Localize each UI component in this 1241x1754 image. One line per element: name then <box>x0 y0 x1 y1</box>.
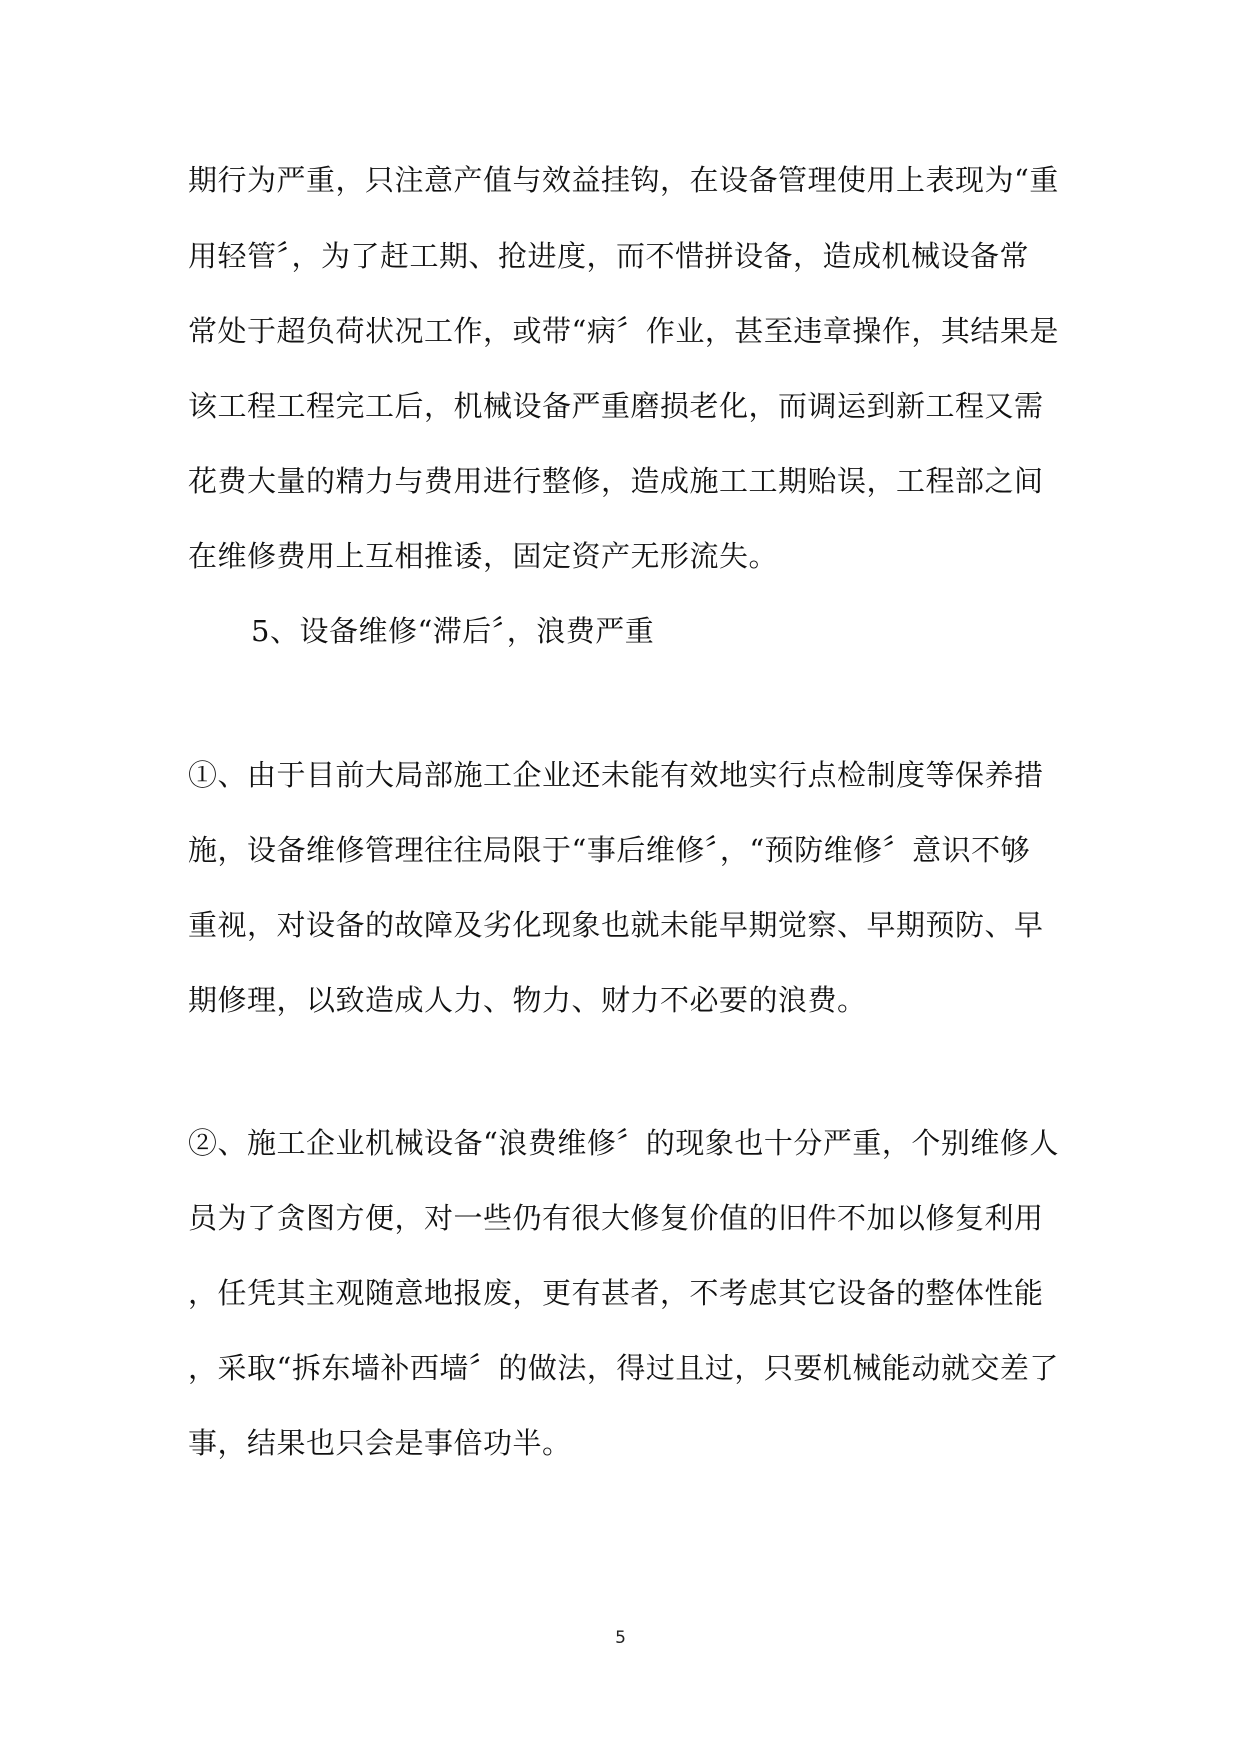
paragraph1-line-1: 期行为严重，只注意产值与效益挂钩，在设备管理使用上表现为“重 <box>188 163 1059 197</box>
paragraph3-line-1: ②、施工企业机械设备“浪费维修〞的现象也十分严重，个别维修人 <box>188 1126 1059 1160</box>
paragraph1-line-4: 该工程工程完工后，机械设备严重磨损老化，而调运到新工程又需 <box>188 389 1044 423</box>
paragraph1-line-3: 常处于超负荷状况工作，或带“病〞作业，甚至违章操作，其结果是 <box>188 314 1059 348</box>
paragraph1-line-6: 在维修费用上互相推诿，固定资产无形流失。 <box>188 539 779 573</box>
paragraph3-line-5: 事，结果也只会是事倍功半。 <box>188 1426 572 1460</box>
paragraph3-line-3: ，任凭其主观随意地报废，更有甚者，不考虑其它设备的整体性能 <box>188 1276 1044 1310</box>
paragraph1-line-2: 用轻管〞，为了赶工期、抢进度，而不惜拼设备，造成机械设备常 <box>188 239 1030 273</box>
paragraph2-line-2: 施，设备维修管理往往局限于“事后维修〞，“预防维修〞意识不够 <box>188 833 1031 867</box>
paragraph2-line-1: ①、由于目前大局部施工企业还未能有效地实行点检制度等保养措 <box>188 758 1044 792</box>
paragraph2-line-3: 重视，对设备的故障及劣化现象也就未能早期觉察、早期预防、早 <box>188 908 1044 942</box>
paragraph2-line-4: 期修理，以致造成人力、物力、财力不必要的浪费。 <box>188 983 867 1017</box>
page-number: 5 <box>615 1628 626 1648</box>
paragraph3-line-4: ，采取“拆东墙补西墙〞的做法，得过且过，只要机械能动就交差了 <box>188 1351 1059 1385</box>
paragraph1-line-5: 花费大量的精力与费用进行整修，造成施工工期贻误，工程部之间 <box>188 464 1044 498</box>
section-heading: 5、设备维修“滞后〞，浪费严重 <box>251 614 655 648</box>
paragraph3-line-2: 员为了贪图方便，对一些仍有很大修复价值的旧件不加以修复利用 <box>188 1201 1044 1235</box>
